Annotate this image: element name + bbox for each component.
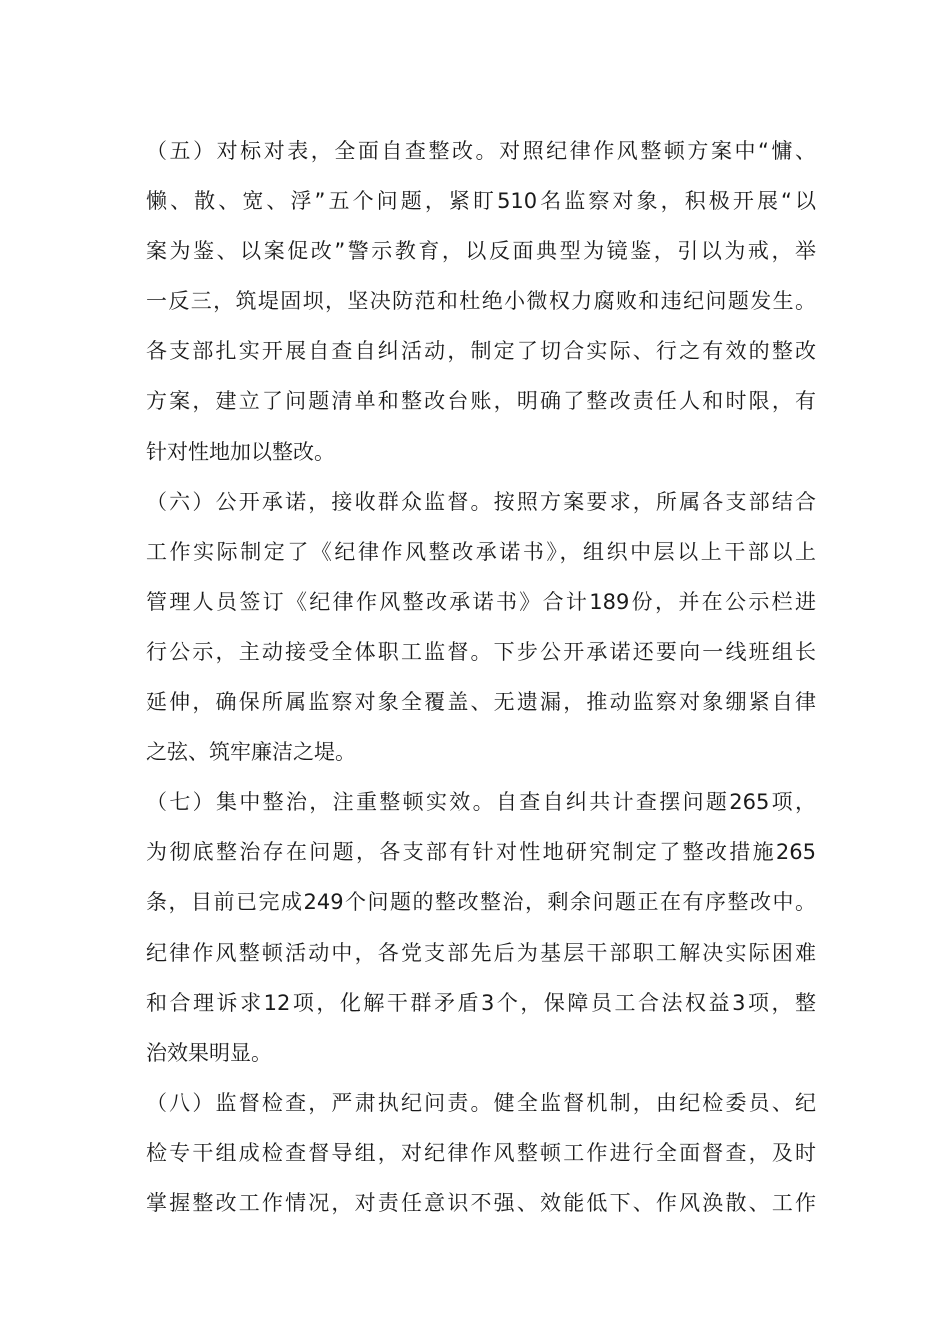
text-line: 延伸，确保所属监察对象全覆盖、无遗漏，推动监察对象绷紧自律 [146,690,816,715]
text-line: 条，目前已完成249个问题的整改整治，剩余问题正在有序整改中。 [146,890,816,915]
text-line: （八）监督检查，严肃执纪问责。健全监督机制，由纪检委员、纪 [146,1090,816,1115]
text-line: 纪律作风整顿活动中，各党支部先后为基层干部职工解决实际困难 [146,940,816,965]
text-line: 工作实际制定了《纪律作风整改承诺书》，组织中层以上干部以上 [146,539,816,564]
text-line: 治效果明显。 [146,1040,272,1065]
text-line: 针对性地加以整改。 [146,439,335,464]
text-line: （五）对标对表，全面自查整改。对照纪律作风整顿方案中“慵、 [146,139,816,163]
text-line: 懒、散、宽、浮”五个问题，紧盯510名监察对象，积极开展“以 [146,189,816,214]
text-line: 管理人员签订《纪律作风整改承诺书》合计189份，并在公示栏进 [146,589,816,614]
text-line: 为彻底整治存在问题，各支部有针对性地研究制定了整改措施265 [146,840,816,865]
text-line: 各支部扎实开展自查自纠活动，制定了切合实际、行之有效的整改 [146,339,816,364]
text-line: 案为鉴、以案促改”警示教育，以反面典型为镜鉴，引以为戒，举 [146,239,816,264]
text-line: （六）公开承诺，接收群众监督。按照方案要求，所属各支部结合 [146,489,816,514]
text-line: 检专干组成检查督导组，对纪律作风整顿工作进行全面督查，及时 [146,1140,816,1165]
text-line: 一反三，筑堤固坝，坚决防范和杜绝小微权力腐败和违纪问题发生。 [146,289,816,314]
text-line: 掌握整改工作情况，对责任意识不强、效能低下、作风涣散、工作 [146,1190,816,1215]
text-line: 和合理诉求12项，化解干群矛盾3个，保障员工合法权益3项，整 [146,990,816,1015]
text-line: 方案，建立了问题清单和整改台账，明确了整改责任人和时限，有 [146,389,816,414]
text-line: 行公示，主动接受全体职工监督。下步公开承诺还要向一线班组长 [146,639,816,664]
document-body [146,126,816,1228]
text-line: 之弦、筑牢廉洁之堤。 [146,740,356,765]
text-line: （七）集中整治，注重整顿实效。自查自纠共计查摆问题265项， [146,790,816,815]
